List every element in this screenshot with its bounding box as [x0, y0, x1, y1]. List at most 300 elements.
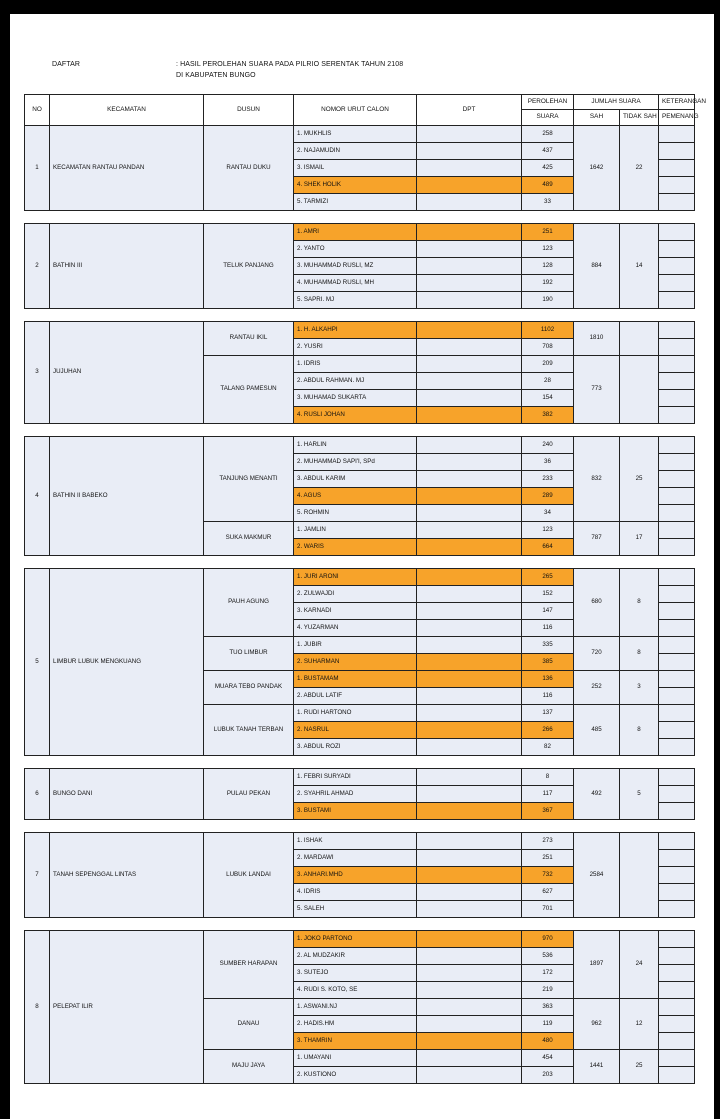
perolehan-cell: 425 [522, 160, 574, 177]
perolehan-cell: 489 [522, 177, 574, 194]
sah-cell: 680 [574, 569, 620, 637]
dpt-cell [417, 833, 522, 850]
perolehan-cell: 251 [522, 850, 574, 867]
sah-cell: 1441 [574, 1050, 620, 1084]
candidate-cell: 4. SHEK HOLIK [294, 177, 417, 194]
scan-border-right [714, 0, 720, 1119]
table-row [25, 931, 695, 948]
dpt-cell [417, 339, 522, 356]
dpt-cell [417, 786, 522, 803]
keterangan-cell [659, 407, 695, 424]
scan-border-top [0, 0, 720, 14]
dpt-cell [417, 999, 522, 1016]
dpt-cell [417, 620, 522, 637]
dpt-cell [417, 948, 522, 965]
perolehan-cell: 116 [522, 620, 574, 637]
perolehan-cell: 123 [522, 241, 574, 258]
keterangan-cell [659, 275, 695, 292]
dpt-cell [417, 356, 522, 373]
candidate-cell: 2. MARDAWI [294, 850, 417, 867]
keterangan-cell [659, 654, 695, 671]
group-separator [25, 309, 695, 322]
dpt-cell [417, 901, 522, 918]
keterangan-cell [659, 688, 695, 705]
candidate-cell: 3. KARNADI [294, 603, 417, 620]
perolehan-cell: 664 [522, 539, 574, 556]
keterangan-cell [659, 241, 695, 258]
perolehan-cell: 219 [522, 982, 574, 999]
dpt-cell [417, 160, 522, 177]
dpt-cell [417, 586, 522, 603]
perolehan-cell: 708 [522, 339, 574, 356]
keterangan-cell [659, 1067, 695, 1084]
tidak-sah-cell: 8 [620, 637, 659, 671]
perolehan-cell: 732 [522, 867, 574, 884]
group-separator [25, 918, 695, 931]
dpt-cell [417, 373, 522, 390]
candidate-cell: 2. YANTO [294, 241, 417, 258]
perolehan-cell: 335 [522, 637, 574, 654]
perolehan-cell: 28 [522, 373, 574, 390]
perolehan-cell: 536 [522, 948, 574, 965]
perolehan-cell: 82 [522, 739, 574, 756]
keterangan-cell [659, 1016, 695, 1033]
perolehan-cell: 34 [522, 505, 574, 522]
perolehan-cell: 233 [522, 471, 574, 488]
dpt-cell [417, 177, 522, 194]
separator-cell [25, 309, 695, 322]
kecamatan-cell: BATHIN III [50, 224, 204, 309]
dusun-cell: TUO LIMBUR [204, 637, 294, 671]
keterangan-cell [659, 965, 695, 982]
tidak-sah-cell: 22 [620, 126, 659, 211]
no-cell: 8 [25, 931, 50, 1084]
keterangan-cell [659, 999, 695, 1016]
tidak-sah-cell [620, 833, 659, 918]
dpt-cell [417, 850, 522, 867]
candidate-cell: 1. UMAYANI [294, 1050, 417, 1067]
keterangan-cell [659, 194, 695, 211]
candidate-cell: 2. ABDUL LATIF [294, 688, 417, 705]
perolehan-cell: 266 [522, 722, 574, 739]
perolehan-cell: 152 [522, 586, 574, 603]
dusun-cell: DANAU [204, 999, 294, 1050]
dpt-cell [417, 143, 522, 160]
keterangan-cell [659, 539, 695, 556]
table-row [25, 224, 695, 241]
dpt-cell [417, 884, 522, 901]
col-no: NO [25, 95, 50, 126]
scan-border-left [0, 0, 10, 1119]
no-cell: 2 [25, 224, 50, 309]
keterangan-cell [659, 177, 695, 194]
candidate-cell: 4. AGUS [294, 488, 417, 505]
sah-cell: 773 [574, 356, 620, 424]
perolehan-cell: 190 [522, 292, 574, 309]
sah-cell: 2584 [574, 833, 620, 918]
dpt-cell [417, 241, 522, 258]
candidate-cell: 2. YUSRI [294, 339, 417, 356]
dpt-cell [417, 931, 522, 948]
perolehan-cell: 1102 [522, 322, 574, 339]
dpt-cell [417, 705, 522, 722]
sah-cell: 787 [574, 522, 620, 556]
keterangan-cell [659, 948, 695, 965]
perolehan-cell: 289 [522, 488, 574, 505]
keterangan-cell [659, 620, 695, 637]
keterangan-cell [659, 850, 695, 867]
dpt-cell [417, 539, 522, 556]
keterangan-cell [659, 505, 695, 522]
keterangan-cell [659, 1050, 695, 1067]
kecamatan-cell: TANAH SEPENGGAL LINTAS [50, 833, 204, 918]
dusun-cell: TALANG PAMESUN [204, 356, 294, 424]
perolehan-cell: 136 [522, 671, 574, 688]
perolehan-cell: 8 [522, 769, 574, 786]
keterangan-cell [659, 224, 695, 241]
sah-cell: 832 [574, 437, 620, 522]
dpt-cell [417, 437, 522, 454]
keterangan-cell [659, 454, 695, 471]
group-separator [25, 820, 695, 833]
perolehan-cell: 240 [522, 437, 574, 454]
daftar-label: DAFTAR [52, 61, 81, 68]
kecamatan-cell: KECAMATAN RANTAU PANDAN [50, 126, 204, 211]
separator-cell [25, 918, 695, 931]
candidate-cell: 1. AMRI [294, 224, 417, 241]
dpt-cell [417, 522, 522, 539]
perolehan-cell: 123 [522, 522, 574, 539]
perolehan-cell: 480 [522, 1033, 574, 1050]
candidate-cell: 1. JOKO PARTONO [294, 931, 417, 948]
keterangan-cell [659, 982, 695, 999]
perolehan-cell: 363 [522, 999, 574, 1016]
perolehan-cell: 627 [522, 884, 574, 901]
table-row [25, 322, 695, 339]
keterangan-cell [659, 471, 695, 488]
dusun-cell: SUMBER HARAPAN [204, 931, 294, 999]
keterangan-cell [659, 488, 695, 505]
candidate-cell: 1. JURI ARONI [294, 569, 417, 586]
dusun-cell: MUARA TEBO PANDAK [204, 671, 294, 705]
perolehan-cell: 437 [522, 143, 574, 160]
dpt-cell [417, 803, 522, 820]
table-row [25, 769, 695, 786]
kecamatan-cell: PELEPAT ILIR [50, 931, 204, 1084]
candidate-cell: 3. ABDUL KARIM [294, 471, 417, 488]
dusun-cell: LUBUK LANDAI [204, 833, 294, 918]
tidak-sah-cell: 5 [620, 769, 659, 820]
candidate-cell: 5. ROHMIN [294, 505, 417, 522]
perolehan-cell: 117 [522, 786, 574, 803]
kecamatan-cell: BATHIN II BABEKO [50, 437, 204, 556]
perolehan-cell: 265 [522, 569, 574, 586]
perolehan-cell: 367 [522, 803, 574, 820]
col-sah: SAH [574, 110, 620, 126]
tidak-sah-cell: 25 [620, 1050, 659, 1084]
keterangan-cell [659, 586, 695, 603]
dusun-cell: PULAU PEKAN [204, 769, 294, 820]
dpt-cell [417, 126, 522, 143]
keterangan-cell [659, 390, 695, 407]
candidate-cell: 2. KUSTIONO [294, 1067, 417, 1084]
perolehan-cell: 382 [522, 407, 574, 424]
separator-cell [25, 756, 695, 769]
sah-cell: 884 [574, 224, 620, 309]
dpt-cell [417, 390, 522, 407]
perolehan-cell: 273 [522, 833, 574, 850]
no-cell: 3 [25, 322, 50, 424]
document-title-line1: : HASIL PEROLEHAN SUARA PADA PILRIO SERENTAK TAHUN 2108 [176, 61, 404, 68]
perolehan-cell: 701 [522, 901, 574, 918]
separator-cell [25, 556, 695, 569]
tidak-sah-cell [620, 356, 659, 424]
results-body [25, 126, 695, 1084]
perolehan-cell: 454 [522, 1050, 574, 1067]
tidak-sah-cell: 8 [620, 569, 659, 637]
no-cell: 4 [25, 437, 50, 556]
sah-cell: 1642 [574, 126, 620, 211]
keterangan-cell [659, 160, 695, 177]
candidate-cell: 3. MUHAMMAD RUSLI, MZ [294, 258, 417, 275]
dpt-cell [417, 769, 522, 786]
dpt-cell [417, 867, 522, 884]
dpt-cell [417, 292, 522, 309]
table-row [25, 569, 695, 586]
group-separator [25, 556, 695, 569]
candidate-cell: 1. IDRIS [294, 356, 417, 373]
col-jumlah-suara: JUMLAH SUARA [574, 95, 659, 110]
group-separator [25, 424, 695, 437]
keterangan-cell [659, 339, 695, 356]
dusun-cell: RANTAU IKIL [204, 322, 294, 356]
col-tidak-sah: TIDAK SAH [620, 110, 659, 126]
keterangan-cell [659, 603, 695, 620]
dpt-cell [417, 505, 522, 522]
candidate-cell: 2. HADIS.HM [294, 1016, 417, 1033]
keterangan-cell [659, 637, 695, 654]
dpt-cell [417, 471, 522, 488]
candidate-cell: 3. ABDUL ROZI [294, 739, 417, 756]
keterangan-cell [659, 1033, 695, 1050]
perolehan-cell: 251 [522, 224, 574, 241]
candidate-cell: 4. YUZARMAN [294, 620, 417, 637]
dpt-cell [417, 1033, 522, 1050]
candidate-cell: 5. TARMIZI [294, 194, 417, 211]
keterangan-cell [659, 901, 695, 918]
keterangan-cell [659, 786, 695, 803]
tidak-sah-cell: 24 [620, 931, 659, 999]
candidate-cell: 3. BUSTAMI [294, 803, 417, 820]
keterangan-cell [659, 522, 695, 539]
dusun-cell: LUBUK TANAH TERBAN [204, 705, 294, 756]
keterangan-cell [659, 356, 695, 373]
dpt-cell [417, 569, 522, 586]
tidak-sah-cell: 25 [620, 437, 659, 522]
dpt-cell [417, 258, 522, 275]
candidate-cell: 1. JAMLIN [294, 522, 417, 539]
table-row [25, 437, 695, 454]
keterangan-cell [659, 437, 695, 454]
perolehan-cell: 154 [522, 390, 574, 407]
candidate-cell: 1. FEBRI SURYADI [294, 769, 417, 786]
candidate-cell: 3. ISMAIL [294, 160, 417, 177]
dusun-cell: TANJUNG MENANTI [204, 437, 294, 522]
keterangan-cell [659, 569, 695, 586]
no-cell: 1 [25, 126, 50, 211]
candidate-cell: 1. RUDI HARTONO [294, 705, 417, 722]
perolehan-cell: 192 [522, 275, 574, 292]
candidate-cell: 1. ASWANI.NJ [294, 999, 417, 1016]
candidate-cell: 2. ABDUL RAHMAN. MJ [294, 373, 417, 390]
perolehan-cell: 116 [522, 688, 574, 705]
perolehan-cell: 203 [522, 1067, 574, 1084]
candidate-cell: 3. ANHARI.MHD [294, 867, 417, 884]
keterangan-cell [659, 322, 695, 339]
perolehan-cell: 258 [522, 126, 574, 143]
keterangan-cell [659, 867, 695, 884]
candidate-cell: 4. IDRIS [294, 884, 417, 901]
dpt-cell [417, 1067, 522, 1084]
keterangan-cell [659, 722, 695, 739]
table-row [25, 833, 695, 850]
candidate-cell: 1. ISHAK [294, 833, 417, 850]
perolehan-cell: 36 [522, 454, 574, 471]
candidate-cell: 3. MUHAMAD SUKARTA [294, 390, 417, 407]
candidate-cell: 5. SALEH [294, 901, 417, 918]
col-keterangan-bottom: PEMENANG [659, 110, 695, 126]
candidate-cell: 1. JUBIR [294, 637, 417, 654]
group-separator [25, 211, 695, 224]
candidate-cell: 2. SUHARMAN [294, 654, 417, 671]
candidate-cell: 1. H. ALKAHPI [294, 322, 417, 339]
dusun-cell: SUKA MAKMUR [204, 522, 294, 556]
candidate-cell: 2. MUHAMMAD SAPI'I, SPd [294, 454, 417, 471]
dpt-cell [417, 637, 522, 654]
keterangan-cell [659, 143, 695, 160]
tidak-sah-cell [620, 322, 659, 356]
tidak-sah-cell: 17 [620, 522, 659, 556]
candidate-cell: 2. NASRUL [294, 722, 417, 739]
kecamatan-cell: BUNGO DANI [50, 769, 204, 820]
dpt-cell [417, 194, 522, 211]
candidate-cell: 3. THAMRIN [294, 1033, 417, 1050]
candidate-cell: 4. MUHAMMAD RUSLI, MH [294, 275, 417, 292]
col-perolehan-top: PEROLEHAN [522, 95, 574, 110]
dpt-cell [417, 688, 522, 705]
candidate-cell: 2. NAJAMUDIN [294, 143, 417, 160]
perolehan-cell: 147 [522, 603, 574, 620]
tidak-sah-cell: 12 [620, 999, 659, 1050]
sah-cell: 492 [574, 769, 620, 820]
keterangan-cell [659, 769, 695, 786]
keterangan-cell [659, 373, 695, 390]
dpt-cell [417, 1050, 522, 1067]
candidate-cell: 4. RUDI S. KOTO, SE [294, 982, 417, 999]
candidate-cell: 2. SYAHRIL AHMAD [294, 786, 417, 803]
keterangan-cell [659, 671, 695, 688]
election-results-table [24, 94, 707, 1084]
dpt-cell [417, 322, 522, 339]
col-keterangan-top: KETERANGAN [659, 95, 695, 110]
keterangan-cell [659, 126, 695, 143]
keterangan-cell [659, 833, 695, 850]
kecamatan-cell: JUJUHAN [50, 322, 204, 424]
dpt-cell [417, 275, 522, 292]
perolehan-cell: 137 [522, 705, 574, 722]
candidate-cell: 5. SAPRI. MJ [294, 292, 417, 309]
candidate-cell: 1. BUSTAMAM [294, 671, 417, 688]
dpt-cell [417, 488, 522, 505]
group-separator [25, 756, 695, 769]
dusun-cell: TELUK PANJANG [204, 224, 294, 309]
separator-cell [25, 820, 695, 833]
table-row [25, 126, 695, 143]
col-dusun: DUSUN [204, 95, 294, 126]
keterangan-cell [659, 931, 695, 948]
candidate-cell: 2. WARIS [294, 539, 417, 556]
tidak-sah-cell: 14 [620, 224, 659, 309]
document-title-line2: DI KABUPATEN BUNGO [176, 72, 256, 79]
perolehan-cell: 970 [522, 931, 574, 948]
separator-cell [25, 424, 695, 437]
keterangan-cell [659, 292, 695, 309]
no-cell: 5 [25, 569, 50, 756]
dpt-cell [417, 603, 522, 620]
dpt-cell [417, 1016, 522, 1033]
sah-cell: 1897 [574, 931, 620, 999]
col-dpt: DPT [417, 95, 522, 126]
perolehan-cell: 209 [522, 356, 574, 373]
keterangan-cell [659, 739, 695, 756]
sah-cell: 485 [574, 705, 620, 756]
tidak-sah-cell: 8 [620, 705, 659, 756]
dpt-cell [417, 722, 522, 739]
tidak-sah-cell: 3 [620, 671, 659, 705]
dpt-cell [417, 224, 522, 241]
dpt-cell [417, 454, 522, 471]
candidate-cell: 4. RUSLI JOHAN [294, 407, 417, 424]
dusun-cell: MAJU JAYA [204, 1050, 294, 1084]
kecamatan-cell: LIMBUR LUBUK MENGKUANG [50, 569, 204, 756]
dpt-cell [417, 654, 522, 671]
sah-cell: 962 [574, 999, 620, 1050]
keterangan-cell [659, 705, 695, 722]
perolehan-cell: 172 [522, 965, 574, 982]
dusun-cell: RANTAU DUKU [204, 126, 294, 211]
sah-cell: 720 [574, 637, 620, 671]
col-perolehan-bottom: SUARA [522, 110, 574, 126]
separator-cell [25, 211, 695, 224]
candidate-cell: 3. SUTEJO [294, 965, 417, 982]
perolehan-cell: 33 [522, 194, 574, 211]
keterangan-cell [659, 884, 695, 901]
perolehan-cell: 119 [522, 1016, 574, 1033]
sah-cell: 252 [574, 671, 620, 705]
col-calon: NOMOR URUT CALON [294, 95, 417, 126]
candidate-cell: 2. AL MUDZAKIR [294, 948, 417, 965]
candidate-cell: 2. ZULWAJDI [294, 586, 417, 603]
dpt-cell [417, 739, 522, 756]
no-cell: 6 [25, 769, 50, 820]
dpt-cell [417, 671, 522, 688]
dusun-cell: PAUH AGUNG [204, 569, 294, 637]
no-cell: 7 [25, 833, 50, 918]
col-kecamatan: KECAMATAN [50, 95, 204, 126]
keterangan-cell [659, 803, 695, 820]
perolehan-cell: 385 [522, 654, 574, 671]
sah-cell: 1810 [574, 322, 620, 356]
